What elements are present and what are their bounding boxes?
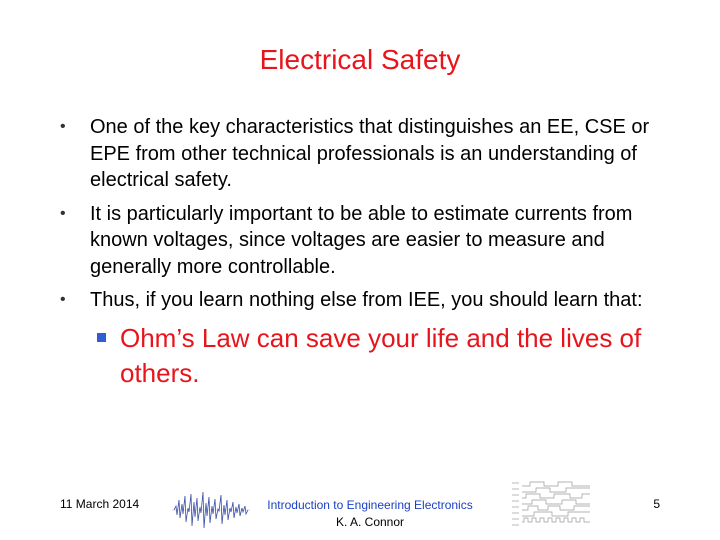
square-bullet-icon — [97, 333, 106, 342]
bullet-dot-icon: • — [60, 118, 66, 135]
bullet-item — [60, 287, 670, 314]
bullet-text: One of the key characteristics that distinguishes an EE, CSE or EPE from other technical professionals is an understanding of electrical safety. — [90, 116, 650, 191]
noise-waveform-icon — [172, 488, 250, 532]
bullet-item — [60, 114, 670, 194]
bullet-item — [60, 201, 670, 281]
bullet-dot-icon: • — [60, 291, 66, 308]
footer-author: K. A. Connor — [335, 515, 405, 529]
bullet-dot-icon: • — [60, 204, 66, 222]
footer-center — [240, 497, 500, 531]
footer-date: 11 March 2014 — [60, 497, 140, 511]
sub-bullet-item — [60, 321, 670, 391]
bullet-text: It is particularly important to be able to estimate currents from known voltages, since voltages are easier to measure and generally more controllable. — [90, 202, 633, 278]
page-number: 5 — [653, 497, 660, 511]
bullet-text: Thus, if you learn nothing else from IEE, you should learn that: — [90, 289, 643, 311]
footer-course-title: Introduction to Engineering Electronics — [267, 498, 473, 512]
sub-bullet-text: Ohm’s Law can save your life and the lives of others. — [120, 322, 642, 388]
slide-title: Electrical Safety — [259, 44, 461, 75]
digital-timing-diagram-icon — [510, 480, 594, 528]
slide-body — [60, 114, 670, 391]
